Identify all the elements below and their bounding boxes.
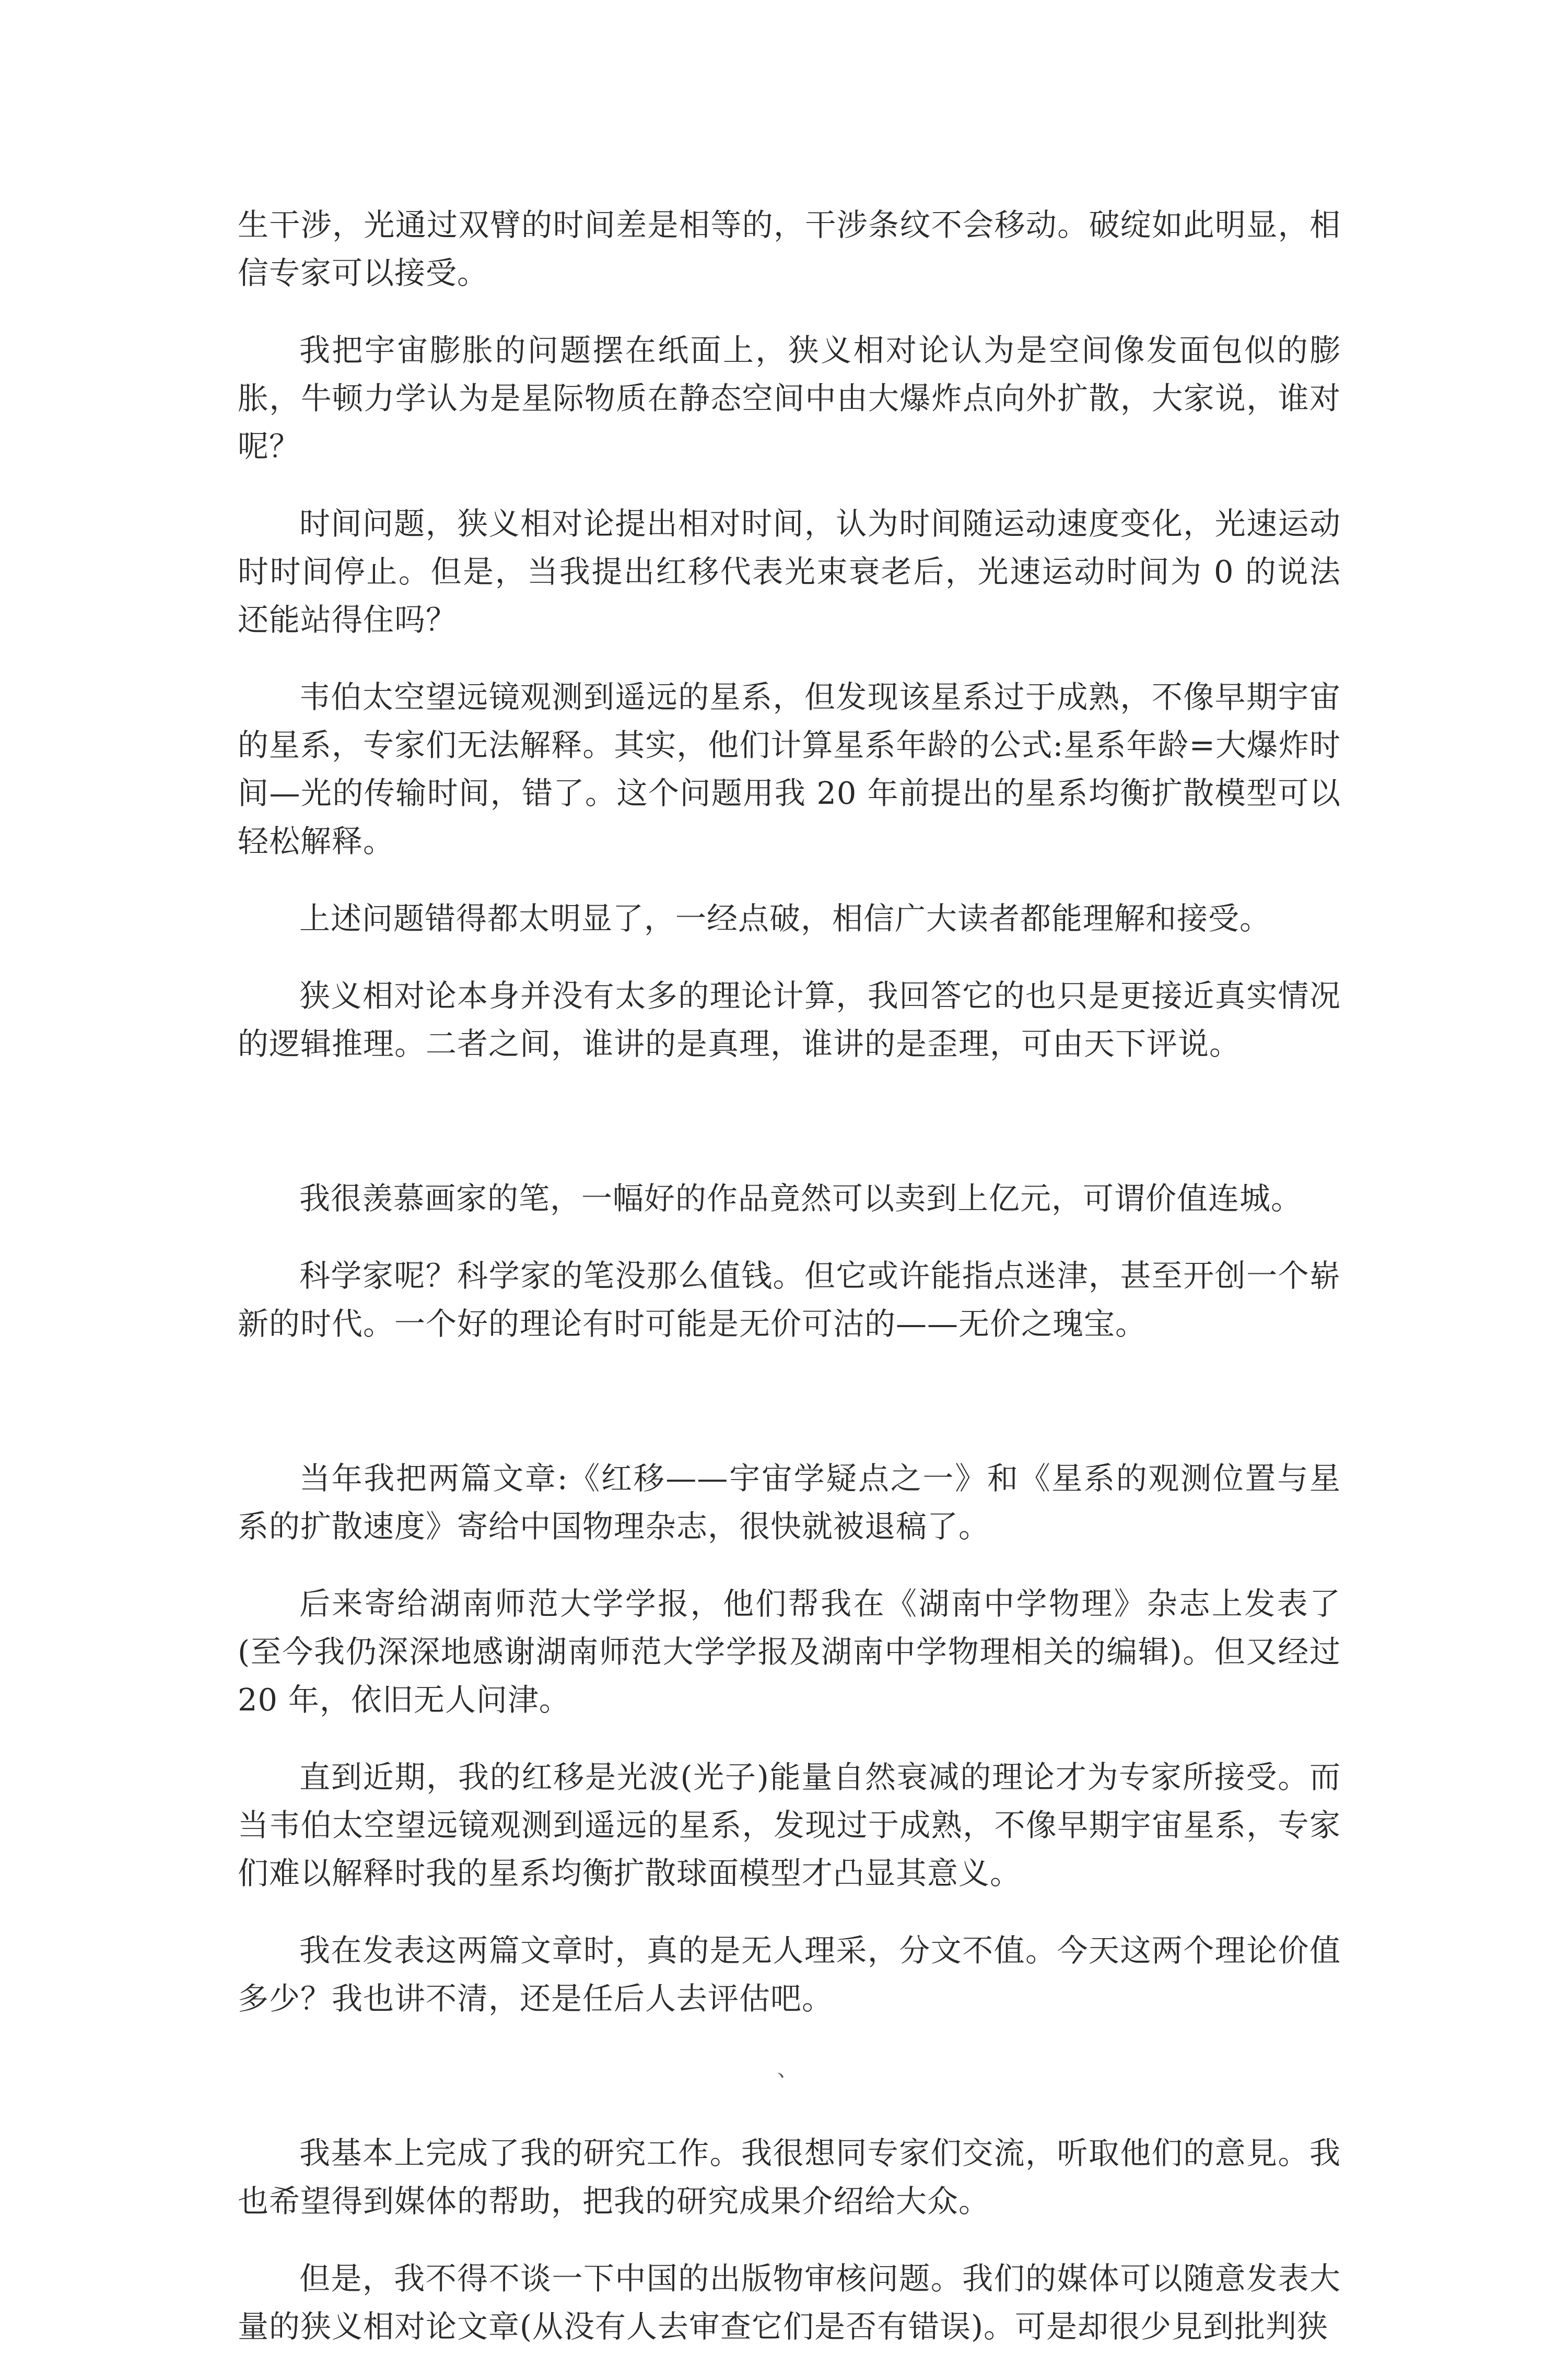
- section-2: [238, 1175, 1341, 1348]
- paragraph: 生干涉，光通过双臂的时间差是相等的，干涉条纹不会移动。破绽如此明显，相信专家可以接受。: [238, 207, 1341, 291]
- section-spacer: [238, 1097, 1341, 1175]
- paragraph: 我很羡慕画家的笔，一幅好的作品竟然可以卖到上亿元，可谓价值连城。: [299, 1180, 1303, 1216]
- paragraph: 后来寄给湖南师范大学学报，他们帮我在《湖南中学物理》杂志上发表了(至今我仍深深地感谢湖南师范大学学报及湖南中学物理相关的编辑)。但又经过 20 年，依旧无人问津。: [238, 1586, 1341, 1718]
- paragraph: 科学家呢？科学家的笔没那么值钱。但它或许能指点迷津，甚至开创一个崭新的时代。一个好的理论有时可能是无价可沽的——无价之瑰宝。: [238, 1258, 1341, 1342]
- section-3: [238, 1455, 1341, 2023]
- paragraph: 但是，我不得不谈一下中国的出版物审核问题。我们的媒体可以随意发表大量的狭义相对论文章(从没有人去审查它们是否有错误)。可是却很少見到批判狭: [238, 2260, 1341, 2344]
- section-1: [238, 201, 1341, 1068]
- paragraph: 上述问题错得都太明显了，一经点破，相信广大读者都能理解和接受。: [299, 900, 1271, 936]
- paragraph: 直到近期，我的红移是光波(光子)能量自然衰减的理论才为专家所接受。而当韦伯太空望远镜观测到遥远的星系，发现过于成熟，不像早期宇宙星系，专家们难以解释时我的星系均衡扩散球面模型才凸显其意义。: [238, 1759, 1341, 1891]
- section-4: [238, 2129, 1341, 2351]
- paragraph: 当年我把两篇文章:《红移——宇宙学疑点之一》和《星系的观测位置与星系的扩散速度》寄给中国物理杂志，很快就被退稿了。: [238, 1460, 1341, 1544]
- paragraph: 我基本上完成了我的研究工作。我很想同专家们交流，听取他们的意見。我也希望得到媒体的帮助，把我的研究成果介绍给大众。: [238, 2135, 1341, 2219]
- paragraph: 时间问题，狭义相对论提出相对时间，认为时间随运动速度变化，光速运动时时间停止。但是，当我提出红移代表光束衰老后，光速运动时间为 0 的说法还能站得住吗？: [238, 506, 1341, 638]
- paragraph: 我在发表这两篇文章时，真的是无人理采，分文不值。今天这两个理论价值多少？我也讲不清，还是任后人去评估吧。: [238, 1932, 1341, 2016]
- paragraph: 韦伯太空望远镜观测到遥远的星系，但发现该星系过于成熟，不像早期宇宙的星系，专家们无法解释。其实，他们计算星系年龄的公式:星系年龄=大爆炸时间—光的传输时间，错了。这个问题用我 20 年前提出的星系均衡扩散模型可以轻松解释。: [238, 679, 1341, 859]
- page-mark: 、: [777, 2057, 798, 2081]
- section-spacer: [238, 1377, 1341, 1455]
- paragraph: 我把宇宙膨胀的问题摆在纸面上，狭义相对论认为是空间像发面包似的膨胀，牛顿力学认为是星际物质在静态空间中由大爆炸点向外扩散，大家说，谁对呢？: [238, 332, 1341, 464]
- paragraph: 狭义相对论本身并没有太多的理论计算，我回答它的也只是更接近真实情况的逻辑推理。二者之间，谁讲的是真理，谁讲的是歪理，可由天下评说。: [238, 978, 1341, 1062]
